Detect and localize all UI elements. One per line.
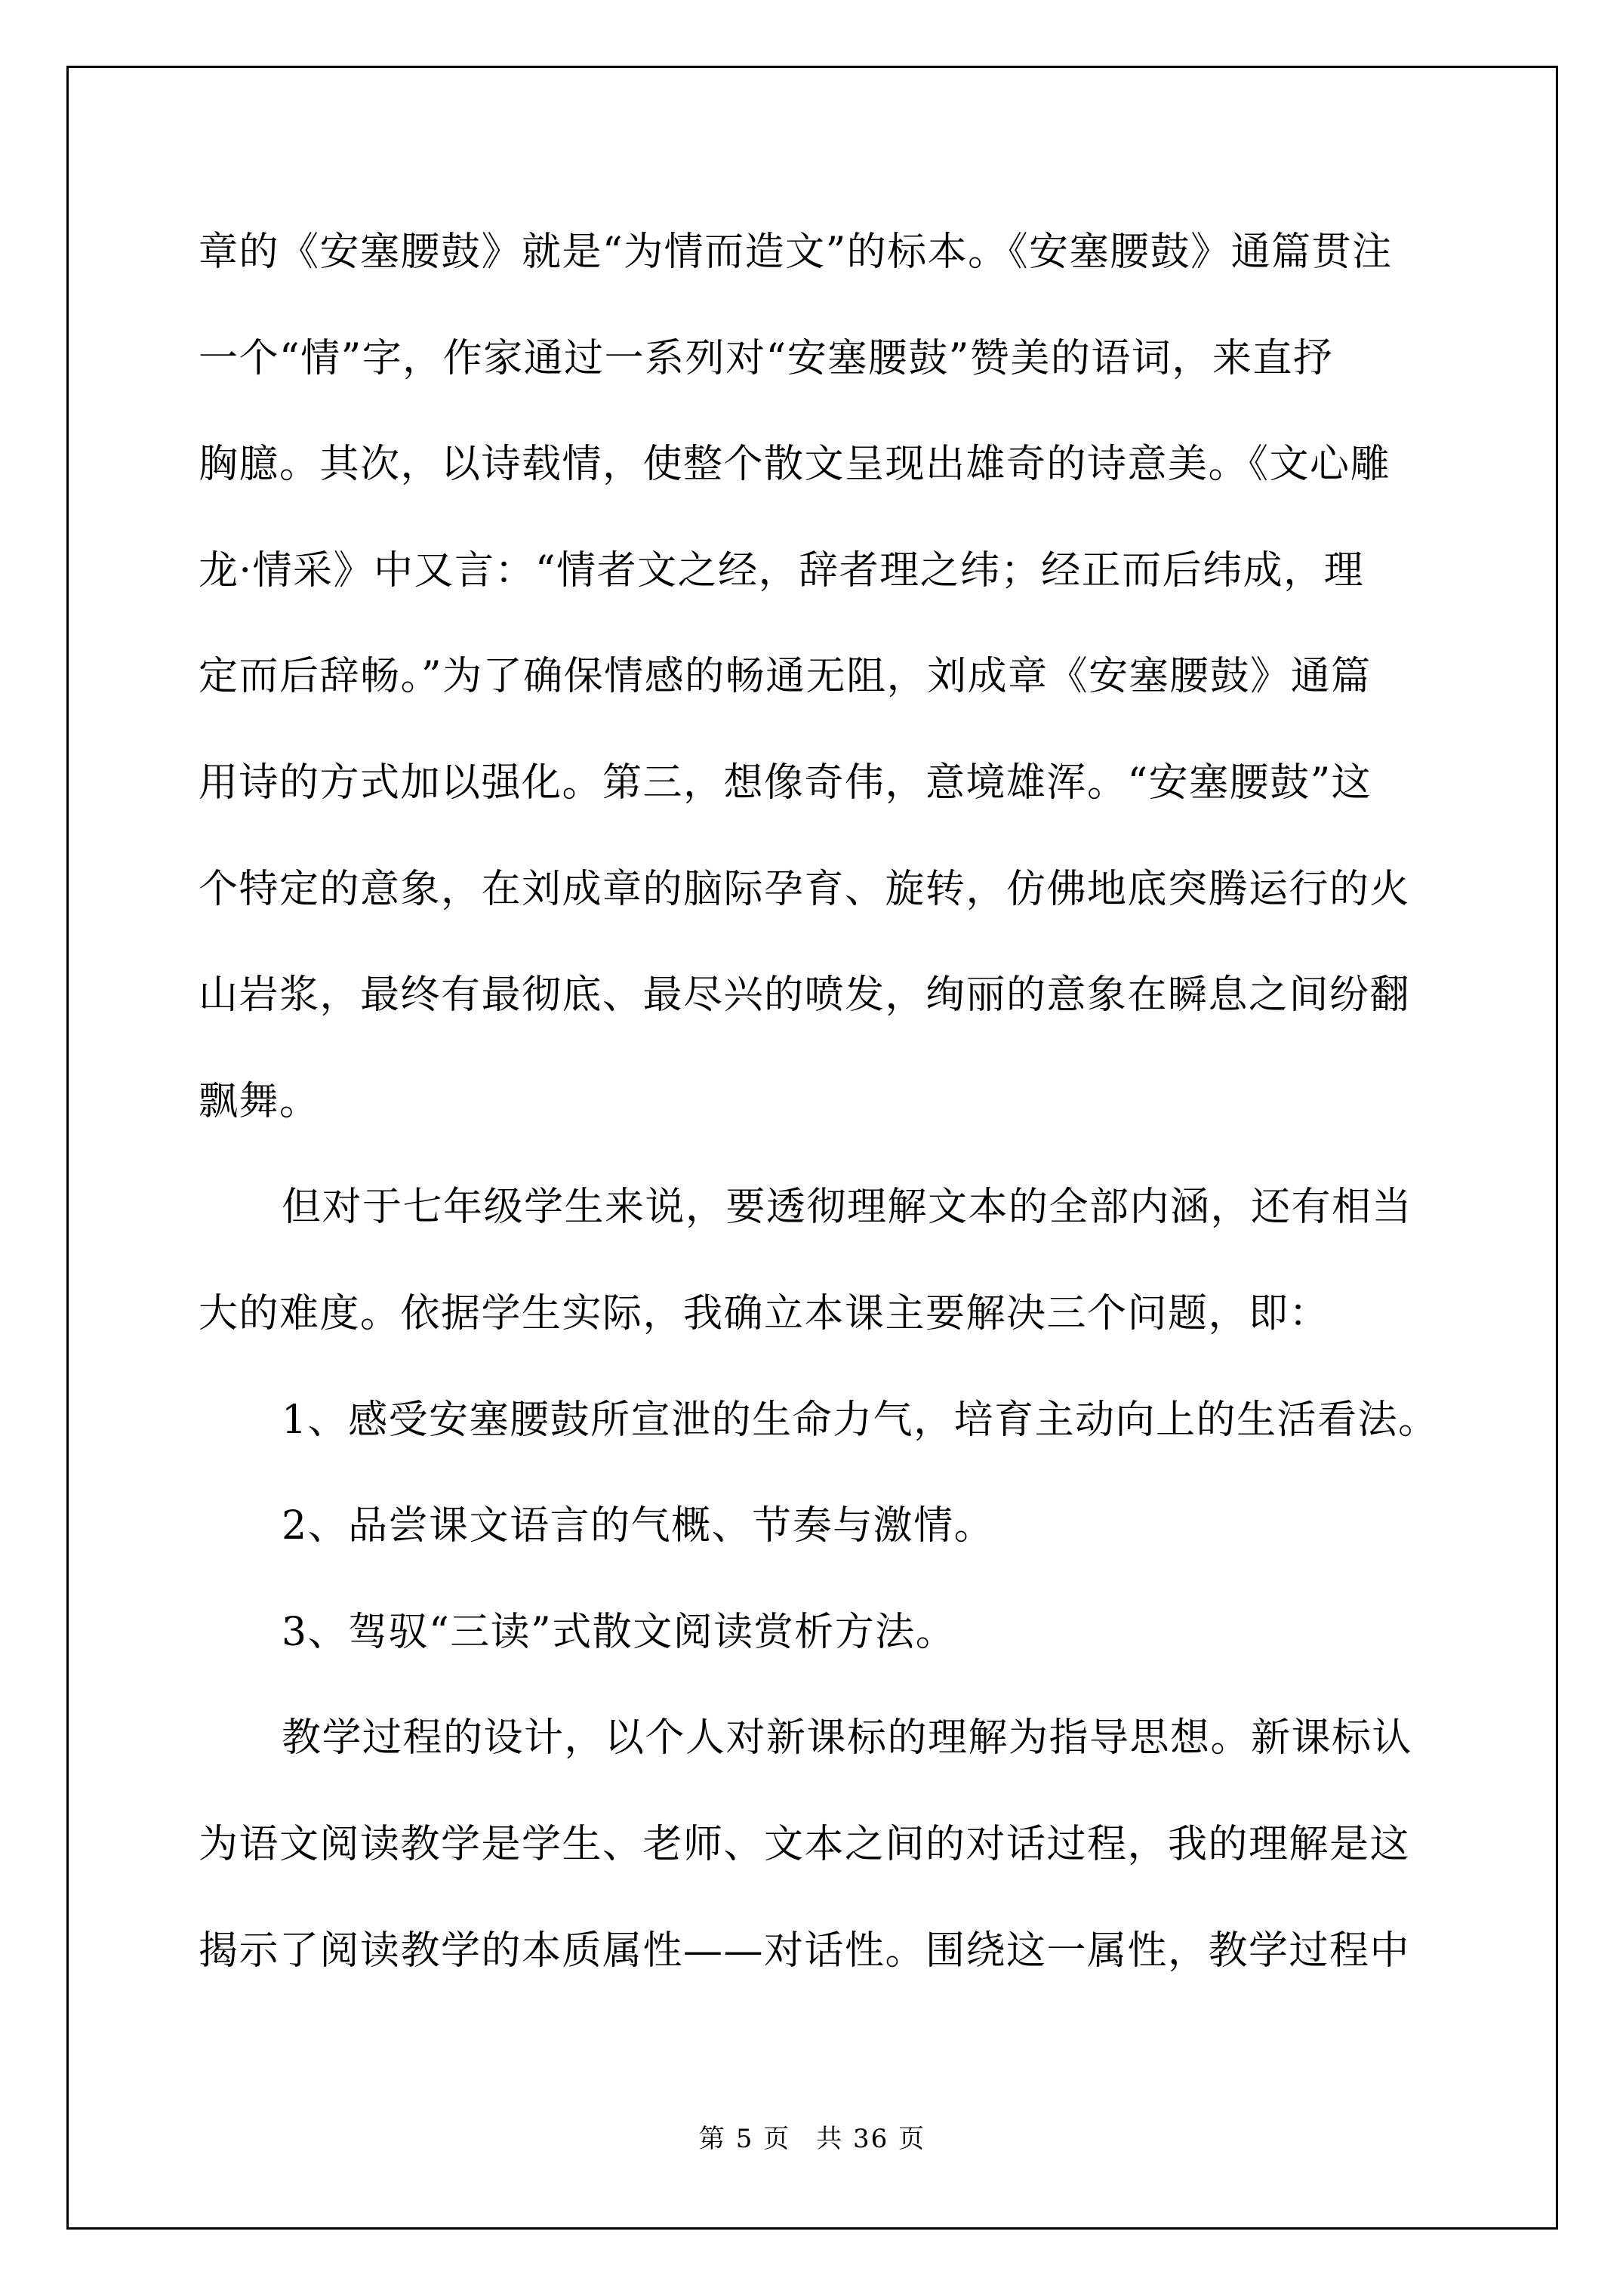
text-line: 教学过程的设计，以个人对新课标的理解为指导思想。新课标认 [282,1715,1413,1761]
text-line: 2、品尝课文语言的气概、节奏与激情。 [282,1503,995,1549]
text-line: 1、感受安塞腰鼓所宣泄的生命力气，培育主动向上的生活看法。 [282,1397,1439,1443]
text-line: 大的难度。依据学生实际，我确立本课主要解决三个问题，即： [199,1290,1330,1336]
text-line: 3、驾驭“三读”式散文阅读赏析方法。 [282,1609,956,1655]
text-line: 山岩浆，最终有最彻底、最尽兴的喷发，绚丽的意象在瞬息之间纷翻 [199,972,1411,1019]
text-line: 一个“情”字，作家通过一系列对“安塞腰鼓”赞美的语词，来直抒 [199,335,1334,381]
text-line: 用诗的方式加以强化。第三，想像奇伟，意境雄浑。“安塞腰鼓”这 [199,760,1372,806]
text-line: 定而后辞畅。”为了确保情感的畅通无阻，刘成章《安塞腰鼓》通篇 [199,654,1372,700]
text-line: 但对于七年级学生来说，要透彻理解文本的全部内涵，还有相当 [282,1185,1413,1231]
text-line: 章的《安塞腰鼓》就是“为情而造文”的标本。《安塞腰鼓》通篇贯注 [199,230,1393,275]
text-line: 个特定的意象，在刘成章的脑际孕育、旋转，仿佛地底突腾运行的火 [199,866,1411,912]
text-line: 为语文阅读教学是学生、老师、文本之间的对话过程，我的理解是这 [199,1821,1411,1867]
document-body [199,199,1440,2004]
footer-current-page-label: 第 5 页 [698,2124,791,2154]
footer-total-pages-label: 共 36 页 [816,2124,926,2154]
text-line: 飘舞。 [199,1078,320,1124]
page-footer [66,2123,1558,2155]
text-line: 龙·情采》中又言：“情者文之经，辞者理之纬；经正而后纬成，理 [199,547,1365,593]
text-line: 揭示了阅读教学的本质属性——对话性。围绕这一属性，教学过程中 [199,1928,1411,1974]
text-line: 胸臆。其次，以诗载情，使整个散文呈现出雄奇的诗意美。《文心雕 [199,442,1391,488]
